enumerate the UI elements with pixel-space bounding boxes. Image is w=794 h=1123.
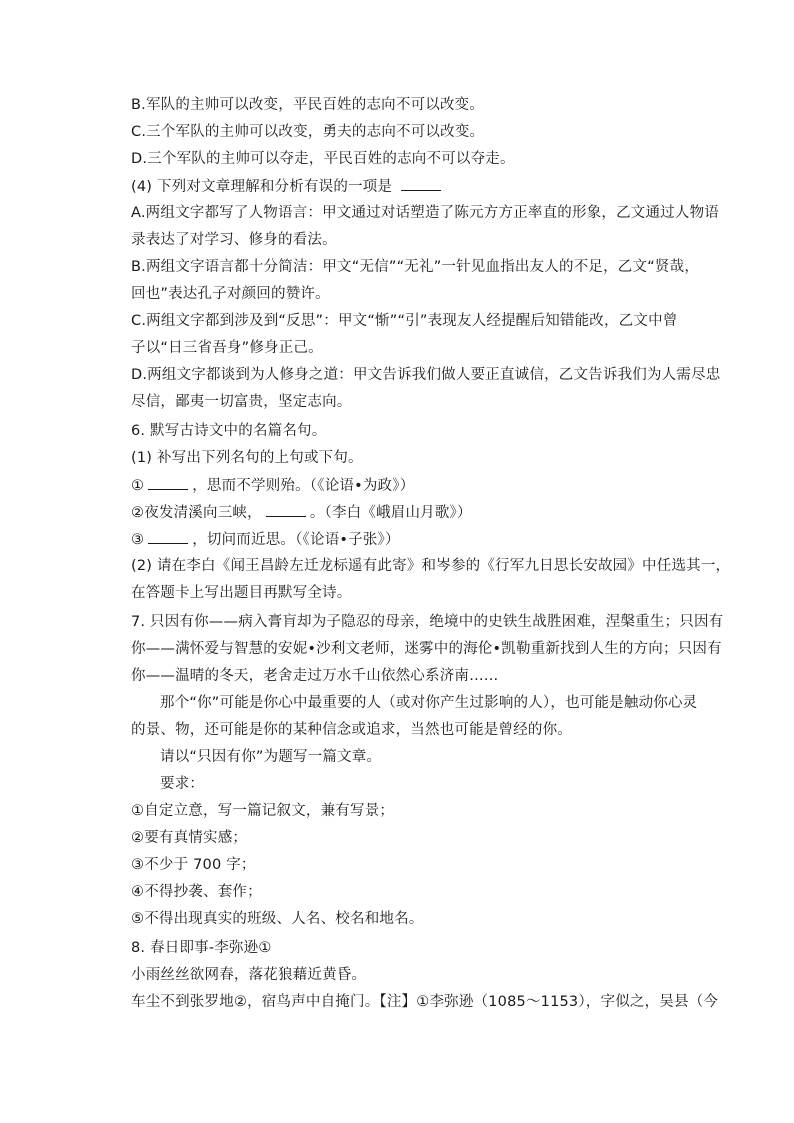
option-c-q3: C.三个军队的主帅可以改变，勇夫的志向不可以改变。: [131, 124, 485, 140]
question-7: 7. 只因有你——病入膏肓却为子隐忍的母亲，绝境中的史铁生战胜困难，涅槃重生；只因有: [131, 614, 724, 630]
requirement-1: ①自定立意，写一篇记叙文，兼有写景；: [131, 803, 395, 819]
answer-blank: [401, 176, 441, 191]
fill-line-2: ②夜发清溪向三峡， 。（李白《峨眉山月歌》）: [131, 502, 472, 523]
question-6-part-2: (2) 请在李白《闻王昌龄左迁龙标遥有此寄》和岑参的《行军九日思长安故园》中任选其一，: [131, 558, 731, 574]
requirements-heading: 要求：: [160, 776, 205, 792]
option-d-q3: D.三个军队的主帅可以夺走，平民百姓的志向不可以夺走。: [131, 151, 515, 167]
fill-line-3: ③ ，切问而近思。（《论语•子张》）: [131, 529, 400, 550]
question-4: (4) 下列对文章理解和分析有误的一项是: [131, 176, 445, 197]
question-6: 6. 默写古诗文中的名篇名句。: [131, 423, 327, 439]
option-a-q4: A.两组文字都写了人物语言：甲文通过对话塑造了陈元方方正率直的形象，乙文通过人物语: [131, 205, 719, 221]
question-6-part-1: (1) 补写出下列名句的上句或下句。: [131, 450, 363, 466]
fill-line-1: ① ，思而不学则殆。（《论语•为政》）: [131, 475, 414, 496]
poem-line-1: 小雨丝丝欲网春，落花狼藉近黄昏。: [131, 967, 367, 983]
option-d-q4-cont: 尽信，鄙夷一切富贵，坚定志向。: [131, 394, 352, 410]
question-7-cont-2: 你——温晴的冬天，老舍走过万水千山依然心系济南……: [131, 668, 499, 684]
essay-prompt-para: 那个“你”可能是你心中最重要的人（或对你产生过影响的人），也可能是触动你心灵: [160, 695, 698, 711]
requirement-5: ⑤不得出现真实的班级、人名、校名和地名。: [131, 911, 424, 927]
option-b-q4: B.两组文字语言都十分简洁：甲文“无信”“无礼”一针见血指出友人的不足，乙文“贤哉，: [131, 259, 700, 275]
poem-line-2-with-note: 车尘不到张罗地②，宿鸟声中自掩门。【注】①李弥逊（1085～1153），字似之，吴县（今: [131, 994, 719, 1010]
answer-blank: [148, 475, 188, 490]
essay-prompt-para-cont: 的景、物，还可能是你的某种信念或追求，当然也可能是曾经的你。: [131, 722, 572, 738]
answer-blank: [148, 529, 188, 544]
essay-title-instruction: 请以“只因有你”为题写一篇文章。: [160, 749, 382, 765]
question-8-title: 8. 春日即事-李弥逊①: [131, 940, 272, 956]
option-b-q3: B.军队的主帅可以改变，平民百姓的志向不可以改变。: [131, 97, 485, 113]
requirement-4: ④不得抄袭、套作；: [131, 884, 262, 900]
question-7-cont-1: 你——满怀爱与智慧的安妮•沙利文老师，迷雾中的海伦•凯勒重新找到人生的方向；只因有: [131, 641, 722, 657]
requirement-3: ③不少于 700 字；: [131, 857, 256, 873]
option-c-q4-cont: 子以“日三省吾身”修身正己。: [131, 340, 323, 356]
option-c-q4: C.两组文字都到涉及到“反思”：甲文“惭”“引”表现友人经提醒后知错能改，乙文中曾: [131, 313, 678, 329]
requirement-2: ②要有真情实感；: [131, 830, 248, 846]
answer-blank: [266, 502, 306, 517]
option-d-q4: D.两组文字都谈到为人修身之道：甲文告诉我们做人要正直诚信，乙文告诉我们为人需尽忠: [131, 367, 721, 383]
option-a-q4-cont: 录表达了对学习、修身的看法。: [131, 232, 337, 248]
question-6-part-2-cont: 在答题卡上写出题目再默写全诗。: [131, 585, 352, 601]
option-b-q4-cont: 回也”表达孔子对颜回的赞许。: [131, 286, 330, 302]
